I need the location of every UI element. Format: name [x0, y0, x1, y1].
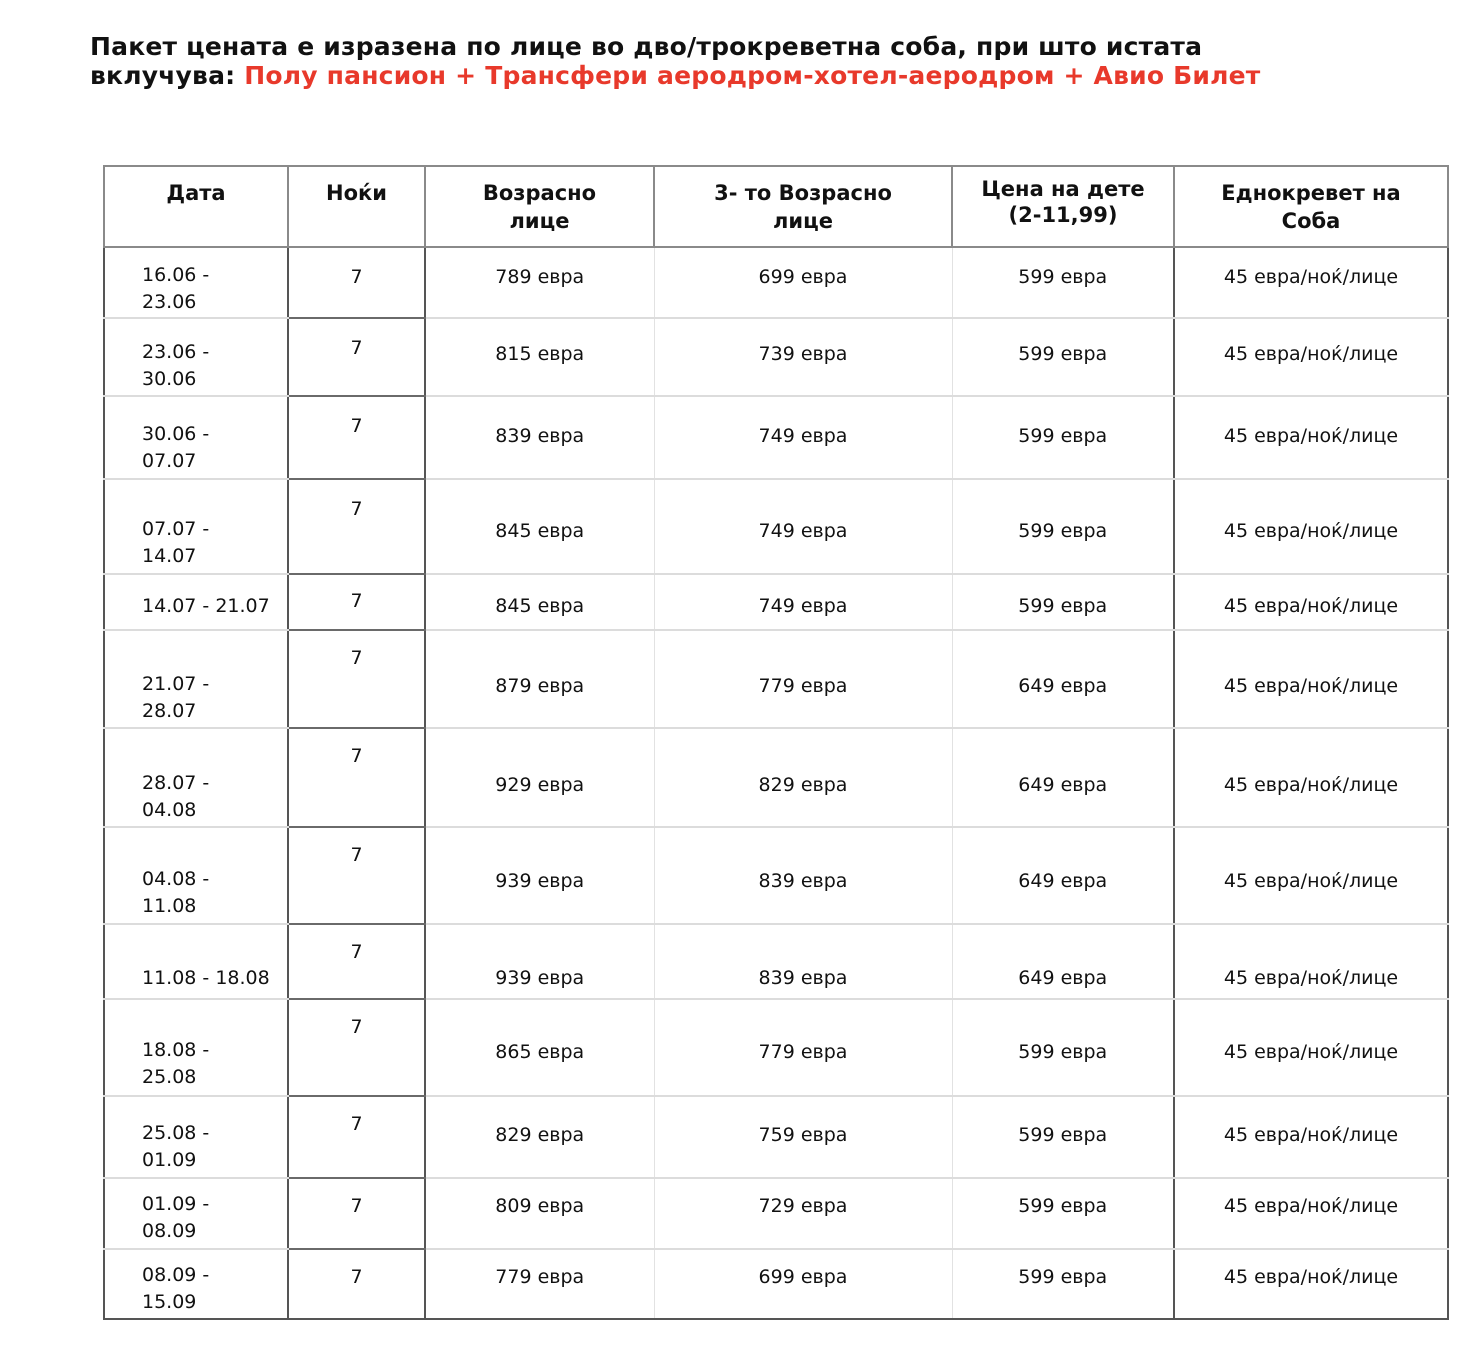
nights-cell: [288, 247, 425, 318]
header-nights: Ноќи: [288, 166, 425, 247]
table-row: [104, 396, 1448, 479]
single-room-supplement-cell-value: 45 евра/ноќ/лице: [1223, 425, 1399, 447]
adult-price-cell-value: 929 евра: [495, 774, 585, 796]
single-room-supplement-cell-value: 45 евра/ноќ/лице: [1223, 870, 1399, 892]
date-cell: [104, 1096, 288, 1178]
nights-cell-value: 7: [350, 1113, 363, 1135]
nights-cell-value: 7: [350, 337, 363, 359]
nights-cell: [288, 479, 425, 574]
third-adult-price-cell: [654, 1249, 952, 1319]
adult-price-cell-value: 779 евра: [495, 1266, 585, 1288]
single-room-supplement-cell: [1174, 1249, 1448, 1319]
child-price-cell: [952, 318, 1174, 396]
nights-cell-value: 7: [350, 745, 363, 767]
adult-price-cell-value: 939 евра: [495, 870, 585, 892]
third-adult-price-cell-value: 839 евра: [758, 870, 848, 892]
third-adult-price-cell: [654, 1096, 952, 1178]
date-cell: [104, 827, 288, 924]
table-row: [104, 1249, 1448, 1319]
child-price-cell-value: 599 евра: [1018, 425, 1108, 447]
child-price-cell-value: 599 евра: [1018, 1266, 1108, 1288]
date-cell: [104, 574, 288, 630]
adult-price-cell: [425, 1178, 654, 1249]
adult-price-cell-value: 829 евра: [495, 1124, 585, 1146]
adult-price-cell-value: 839 евра: [495, 425, 585, 447]
table-row: [104, 1096, 1448, 1178]
date-cell: [104, 247, 288, 318]
price-table-header-row: [104, 166, 1448, 247]
third-adult-price-cell: [654, 247, 952, 318]
single-room-supplement-cell: [1174, 396, 1448, 479]
child-price-cell-value: 649 евра: [1018, 675, 1108, 697]
child-price-cell: [952, 630, 1174, 728]
single-room-supplement-cell: [1174, 1096, 1448, 1178]
table-row: [104, 924, 1448, 999]
adult-price-cell: [425, 247, 654, 318]
date-cell-value: 16.06 - 23.06: [142, 264, 210, 313]
nights-cell-value: 7: [350, 266, 363, 288]
nights-cell: [288, 396, 425, 479]
third-adult-price-cell: [654, 479, 952, 574]
nights-cell-value: 7: [350, 941, 363, 963]
child-price-cell: [952, 999, 1174, 1096]
adult-price-cell: [425, 630, 654, 728]
single-room-supplement-cell: [1174, 827, 1448, 924]
nights-cell: [288, 1096, 425, 1178]
single-room-supplement-cell-value: 45 евра/ноќ/лице: [1223, 520, 1399, 542]
table-row: [104, 728, 1448, 827]
nights-cell: [288, 999, 425, 1096]
header-single-room: Еднокревет на Соба: [1174, 166, 1448, 247]
adult-price-cell: [425, 1249, 654, 1319]
table-row: [104, 630, 1448, 728]
single-room-supplement-cell-value: 45 евра/ноќ/лице: [1223, 266, 1399, 288]
single-room-supplement-cell: [1174, 574, 1448, 630]
child-price-cell-value: 599 евра: [1018, 266, 1108, 288]
package-description-text: Пакет цената е изразена по лице во дво/трокреветна соба, при што истата вклучува:: [90, 32, 1203, 90]
nights-cell-value: 7: [350, 844, 363, 866]
third-adult-price-cell-value: 829 евра: [758, 774, 848, 796]
nights-cell-value: 7: [350, 1195, 363, 1217]
date-cell: [104, 396, 288, 479]
package-description: [90, 32, 1330, 90]
date-cell-value: 07.07 - 14.07: [142, 518, 210, 567]
third-adult-price-cell-value: 779 евра: [758, 675, 848, 697]
date-cell-value: 18.08 - 25.08: [142, 1039, 210, 1088]
table-row: [104, 479, 1448, 574]
single-room-supplement-cell-value: 45 евра/ноќ/лице: [1223, 343, 1399, 365]
date-cell: [104, 318, 288, 396]
single-room-supplement-cell: [1174, 247, 1448, 318]
child-price-cell: [952, 924, 1174, 999]
date-cell: [104, 999, 288, 1096]
single-room-supplement-cell: [1174, 630, 1448, 728]
nights-cell: [288, 924, 425, 999]
third-adult-price-cell: [654, 1178, 952, 1249]
third-adult-price-cell-value: 729 евра: [758, 1195, 848, 1217]
date-cell-value: 08.09 - 15.09: [142, 1264, 210, 1313]
adult-price-cell: [425, 827, 654, 924]
nights-cell: [288, 1178, 425, 1249]
adult-price-cell-value: 845 евра: [495, 595, 585, 617]
nights-cell: [288, 1249, 425, 1319]
third-adult-price-cell-value: 779 евра: [758, 1041, 848, 1063]
nights-cell-value: 7: [350, 1016, 363, 1038]
child-price-cell: [952, 1096, 1174, 1178]
single-room-supplement-cell: [1174, 1178, 1448, 1249]
child-price-cell: [952, 479, 1174, 574]
single-room-supplement-cell-value: 45 евра/ноќ/лице: [1223, 675, 1399, 697]
price-table: [103, 165, 1449, 1320]
child-price-cell: [952, 247, 1174, 318]
header-child-price: Цена на дете (2-11,99): [952, 166, 1174, 247]
header-third-adult: 3- то Возрасно лице: [654, 166, 952, 247]
third-adult-price-cell: [654, 827, 952, 924]
third-adult-price-cell: [654, 318, 952, 396]
nights-cell-value: 7: [350, 647, 363, 669]
third-adult-price-cell: [654, 924, 952, 999]
table-row: [104, 574, 1448, 630]
adult-price-cell: [425, 924, 654, 999]
date-cell: [104, 1249, 288, 1319]
third-adult-price-cell: [654, 574, 952, 630]
third-adult-price-cell: [654, 999, 952, 1096]
nights-cell-value: 7: [350, 1266, 363, 1288]
third-adult-price-cell-value: 699 евра: [758, 266, 848, 288]
third-adult-price-cell: [654, 630, 952, 728]
adult-price-cell-value: 815 евра: [495, 343, 585, 365]
table-row: [104, 247, 1448, 318]
child-price-cell: [952, 1249, 1174, 1319]
nights-cell: [288, 630, 425, 728]
third-adult-price-cell-value: 749 евра: [758, 595, 848, 617]
nights-cell: [288, 574, 425, 630]
date-cell-value: 14.07 - 21.07: [142, 595, 270, 617]
header-adult: Возрасно лице: [425, 166, 654, 247]
date-cell: [104, 924, 288, 999]
child-price-cell-value: 599 евра: [1018, 595, 1108, 617]
child-price-cell-value: 599 евра: [1018, 520, 1108, 542]
date-cell-value: 01.09 - 08.09: [142, 1193, 210, 1242]
single-room-supplement-cell-value: 45 евра/ноќ/лице: [1223, 595, 1399, 617]
third-adult-price-cell-value: 759 евра: [758, 1124, 848, 1146]
single-room-supplement-cell: [1174, 728, 1448, 827]
single-room-supplement-cell-value: 45 евра/ноќ/лице: [1223, 774, 1399, 796]
adult-price-cell: [425, 479, 654, 574]
single-room-supplement-cell-value: 45 евра/ноќ/лице: [1223, 1041, 1399, 1063]
child-price-cell: [952, 728, 1174, 827]
adult-price-cell-value: 845 евра: [495, 520, 585, 542]
single-room-supplement-cell: [1174, 924, 1448, 999]
child-price-cell: [952, 396, 1174, 479]
date-cell-value: 28.07 - 04.08: [142, 772, 210, 821]
adult-price-cell-value: 789 евра: [495, 266, 585, 288]
nights-cell-value: 7: [350, 590, 363, 612]
date-cell: [104, 1178, 288, 1249]
third-adult-price-cell-value: 699 евра: [758, 1266, 848, 1288]
adult-price-cell: [425, 999, 654, 1096]
third-adult-price-cell: [654, 728, 952, 827]
date-cell: [104, 630, 288, 728]
date-cell-value: 11.08 - 18.08: [142, 967, 270, 989]
date-cell-value: 04.08 - 11.08: [142, 868, 210, 917]
adult-price-cell-value: 809 евра: [495, 1195, 585, 1217]
adult-price-cell: [425, 318, 654, 396]
third-adult-price-cell-value: 749 евра: [758, 520, 848, 542]
adult-price-cell: [425, 574, 654, 630]
third-adult-price-cell-value: 839 евра: [758, 967, 848, 989]
adult-price-cell-value: 865 евра: [495, 1041, 585, 1063]
child-price-cell-value: 599 евра: [1018, 1124, 1108, 1146]
third-adult-price-cell: [654, 396, 952, 479]
table-row: [104, 318, 1448, 396]
child-price-cell-value: 649 евра: [1018, 774, 1108, 796]
date-cell-value: 23.06 - 30.06: [142, 341, 210, 390]
adult-price-cell-value: 939 евра: [495, 967, 585, 989]
date-cell-value: 21.07 - 28.07: [142, 673, 210, 722]
third-adult-price-cell-value: 749 евра: [758, 425, 848, 447]
date-cell: [104, 479, 288, 574]
table-row: [104, 1178, 1448, 1249]
child-price-cell: [952, 574, 1174, 630]
header-date: Дата: [104, 166, 288, 247]
child-price-cell: [952, 827, 1174, 924]
adult-price-cell: [425, 728, 654, 827]
single-room-supplement-cell: [1174, 479, 1448, 574]
nights-cell: [288, 318, 425, 396]
nights-cell: [288, 827, 425, 924]
child-price-cell-value: 649 евра: [1018, 870, 1108, 892]
table-row: [104, 827, 1448, 924]
single-room-supplement-cell-value: 45 евра/ноќ/лице: [1223, 1195, 1399, 1217]
nights-cell: [288, 728, 425, 827]
single-room-supplement-cell: [1174, 318, 1448, 396]
nights-cell-value: 7: [350, 415, 363, 437]
date-cell: [104, 728, 288, 827]
child-price-cell-value: 649 евра: [1018, 967, 1108, 989]
single-room-supplement-cell-value: 45 евра/ноќ/лице: [1223, 1266, 1399, 1288]
third-adult-price-cell-value: 739 евра: [758, 343, 848, 365]
single-room-supplement-cell: [1174, 999, 1448, 1096]
date-cell-value: 30.06 - 07.07: [142, 423, 210, 472]
adult-price-cell: [425, 1096, 654, 1178]
single-room-supplement-cell-value: 45 евра/ноќ/лице: [1223, 967, 1399, 989]
nights-cell-value: 7: [350, 498, 363, 520]
child-price-cell-value: 599 евра: [1018, 343, 1108, 365]
single-room-supplement-cell-value: 45 евра/ноќ/лице: [1223, 1124, 1399, 1146]
adult-price-cell: [425, 396, 654, 479]
table-row: [104, 999, 1448, 1096]
child-price-cell-value: 599 евра: [1018, 1195, 1108, 1217]
child-price-cell-value: 599 евра: [1018, 1041, 1108, 1063]
adult-price-cell-value: 879 евра: [495, 675, 585, 697]
package-inclusions-highlight: Полу пансион + Трансфери аеродром-хотел-аеродром + Авио Билет: [244, 61, 1261, 90]
date-cell-value: 25.08 - 01.09: [142, 1122, 210, 1171]
child-price-cell: [952, 1178, 1174, 1249]
